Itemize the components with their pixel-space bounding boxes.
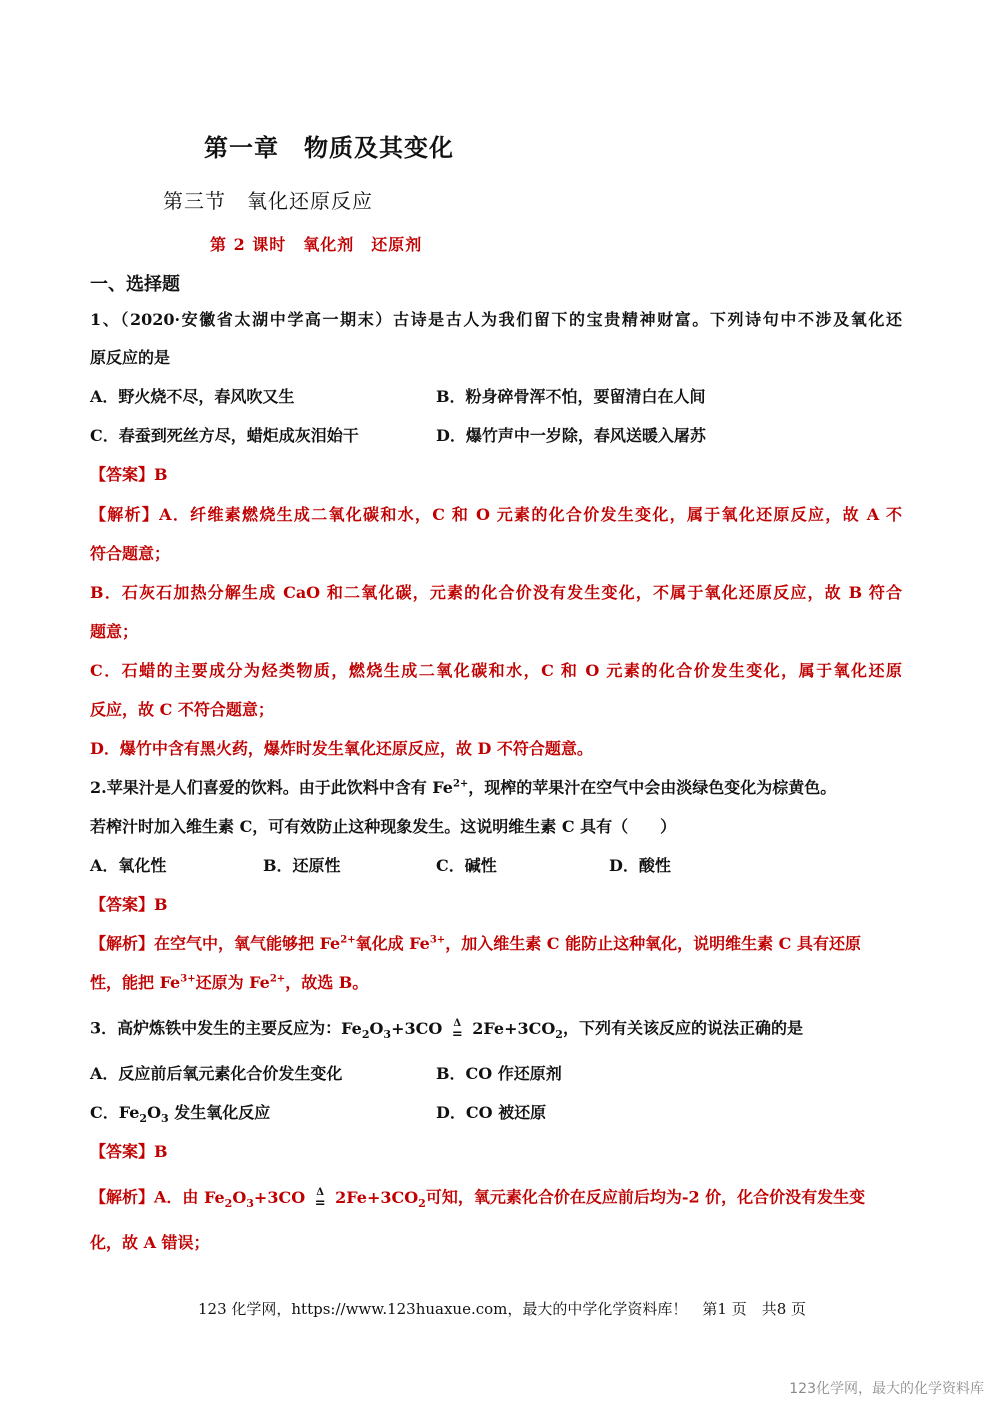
q2-analysis-line2 xyxy=(90,973,368,993)
q2-answer: 【答案】B xyxy=(90,895,168,914)
q2-option-d: D．酸性 xyxy=(609,856,671,875)
text-segment: 性，能把 Fe xyxy=(90,973,181,992)
superscript: 2+ xyxy=(340,934,356,946)
q2-analysis-line1 xyxy=(90,934,861,954)
q2-stem-line2: 若榨汁时加入维生素 C，可有效防止这种现象发生。这说明维生素 C 具有（ ） xyxy=(90,817,677,836)
superscript: 3+ xyxy=(180,973,196,985)
superscript: 3+ xyxy=(429,934,446,946)
q1-answer: 【答案】B xyxy=(90,465,168,484)
text-segment: ，加入维生素 C 能防止这种氧化，说明维生素 C 具有还原 xyxy=(445,934,861,953)
lesson-title: 第 2 课时 氧化剂 还原剂 xyxy=(210,235,423,254)
text-segment: ，故选 B。 xyxy=(285,973,369,992)
text-segment: ，现榨的苹果汁在空气中会由淡绿色变化为棕黄色。 xyxy=(468,778,837,797)
q1-stem-line1: 1、（2020·安徽省太湖中学高一期末）古诗是古人为我们留下的宝贵精神财富。下列诗句中不涉及氧化还 xyxy=(90,310,902,329)
q2-stem-line1 xyxy=(90,778,836,798)
section-title: 第三节 氧化还原反应 xyxy=(163,189,373,213)
q2-option-c: C．碱性 xyxy=(436,856,497,875)
text-segment: 氧化成 Fe xyxy=(355,934,430,953)
q1-analysis-line: 【解析】A．纤维素燃烧生成二氧化碳和水，C 和 O 元素的化合价发生变化，属于氧化还原反应，故 A 不 xyxy=(90,505,902,524)
chapter-title: 第一章 物质及其变化 xyxy=(204,134,454,162)
q3-option-c: C．$Fe_2O_3$ 发生氧化反应 xyxy=(90,1103,271,1126)
q3-analysis-line2: 化，故 A 错误； xyxy=(90,1233,210,1252)
q2-option-a: A．氧化性 xyxy=(90,856,167,875)
q2-option-b: B．还原性 xyxy=(263,856,341,875)
q1-analysis-line: 反应，故 C 不符合题意； xyxy=(90,700,274,719)
part-title: 一、选择题 xyxy=(90,274,180,295)
q1-option-d: D．爆竹声中一岁除，春风送暖入屠苏 xyxy=(436,426,706,445)
q3-answer: 【答案】B xyxy=(90,1142,168,1161)
text-segment: 还原为 Fe xyxy=(195,973,270,992)
heat-condition-sign: Δ = xyxy=(314,1187,326,1211)
watermark: 123化学网，最大的化学资料库 xyxy=(789,1381,984,1397)
superscript: 2+ xyxy=(269,973,286,985)
q1-option-a: A．野火烧不尽，春风吹又生 xyxy=(90,387,295,406)
superscript: 2+ xyxy=(452,778,469,790)
q3-analysis-line1: 【解析】A．由 $Fe_2O_3+3CO$ Δ = $2Fe+3CO_2$可知，氧元素化合价在反应前后均为-2 价，化合价没有发生变 xyxy=(90,1187,866,1211)
q1-analysis-line: B．石灰石加热分解生成 CaO 和二氧化碳，元素的化合价没有发生变化，不属于氧化还原反应，故 B 符合 xyxy=(90,583,902,602)
q1-analysis-line: 题意； xyxy=(90,622,139,641)
q3-option-b: B．CO 作还原剂 xyxy=(436,1064,562,1083)
q3-stem xyxy=(90,1018,803,1040)
text-segment: 3．高炉炼铁中发生的主要反应为： xyxy=(90,1018,342,1038)
q1-stem-line2: 原反应的是 xyxy=(90,348,171,367)
q1-analysis-line: 符合题意； xyxy=(90,544,171,563)
text-segment: 【解析】在空气中，氧气能够把 Fe xyxy=(90,934,341,953)
text-segment: 2.苹果汁是人们喜爱的饮料。由于此饮料中含有 Fe xyxy=(90,778,453,797)
q3-option-a: A．反应前后氧元素化合价发生变化 xyxy=(90,1064,343,1083)
q3-option-d: D．CO 被还原 xyxy=(436,1103,547,1122)
equation: $Fe_2O_3+3CO$ Δ = $2Fe+3CO_2$ xyxy=(341,1018,563,1042)
q1-analysis-line: C．石蜡的主要成分为烃类物质，燃烧生成二氧化碳和水，C 和 O 元素的化合价发生变化，属于氧化还原 xyxy=(90,661,902,680)
equation: $Fe_2O_3+3CO$ Δ = $2Fe+3CO_2$ xyxy=(204,1187,426,1211)
q1-option-c: C．春蚕到死丝方尽，蜡炬成灰泪始干 xyxy=(90,426,359,445)
q1-analysis-line: D．爆竹中含有黑火药，爆炸时发生氧化还原反应，故 D 不符合题意。 xyxy=(90,739,593,758)
q1-option-b: B．粉身碎骨浑不怕，要留清白在人间 xyxy=(436,387,706,406)
heat-condition-sign: Δ = xyxy=(451,1018,463,1042)
text-segment: ，下列有关该反应的说法正确的是 xyxy=(562,1018,803,1038)
page-footer: 123 化学网，https://www.123huaxue.com，最大的中学化学资料库！ 第1 页 共8 页 xyxy=(198,1300,807,1318)
